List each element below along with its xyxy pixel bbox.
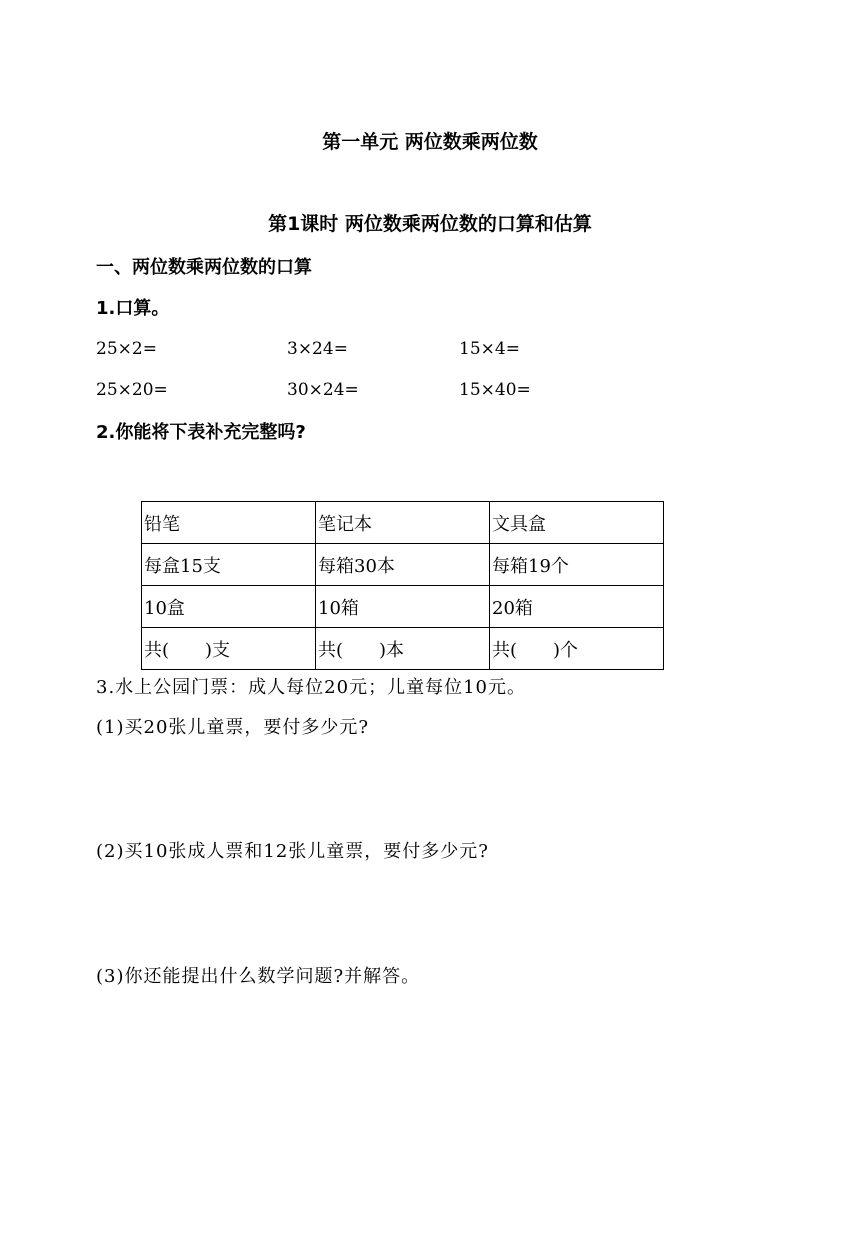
lesson-title: 第1课时 两位数乘两位数的口算和估算: [268, 213, 592, 235]
table-row: [142, 544, 664, 586]
fill-in-table: [141, 501, 664, 670]
question-3-intro: 3.水上公园门票：成人每位20元；儿童每位10元。: [96, 677, 526, 698]
table-cell: 每箱30本: [316, 544, 490, 586]
question-3-sub-3: (3)你还能提出什么数学问题?并解答。: [96, 966, 421, 987]
table-cell: 共( )支: [142, 628, 316, 670]
calc-item: 25×20=: [96, 380, 168, 400]
table-cell: 10箱: [316, 586, 490, 628]
table-cell: 每盒15支: [142, 544, 316, 586]
table-row: [142, 628, 664, 670]
table-row: [142, 586, 664, 628]
unit-title: 第一单元 两位数乘两位数: [322, 131, 538, 153]
table-cell: 20箱: [490, 586, 664, 628]
table-cell: 笔记本: [316, 502, 490, 544]
table-cell: 共( )本: [316, 628, 490, 670]
calc-item: 25×2=: [96, 339, 157, 359]
table-cell: 铅笔: [142, 502, 316, 544]
calc-item: 30×24=: [287, 380, 359, 400]
calc-item: 15×4=: [459, 339, 520, 359]
table-cell: 10盒: [142, 586, 316, 628]
question-3-sub-1: (1)买20张儿童票，要付多少元?: [96, 717, 370, 738]
section-heading: 一、两位数乘两位数的口算: [96, 257, 312, 278]
calc-item: 15×40=: [459, 380, 531, 400]
table-cell: 每箱19个: [490, 544, 664, 586]
calc-item: 3×24=: [287, 339, 348, 359]
question-2-label: 2.你能将下表补充完整吗?: [96, 422, 306, 443]
question-3-sub-2: (2)买10张成人票和12张儿童票，要付多少元?: [96, 841, 489, 862]
question-1-label: 1.口算。: [96, 298, 170, 319]
table-cell: 文具盒: [490, 502, 664, 544]
table-cell: 共( )个: [490, 628, 664, 670]
table-row: [142, 502, 664, 544]
